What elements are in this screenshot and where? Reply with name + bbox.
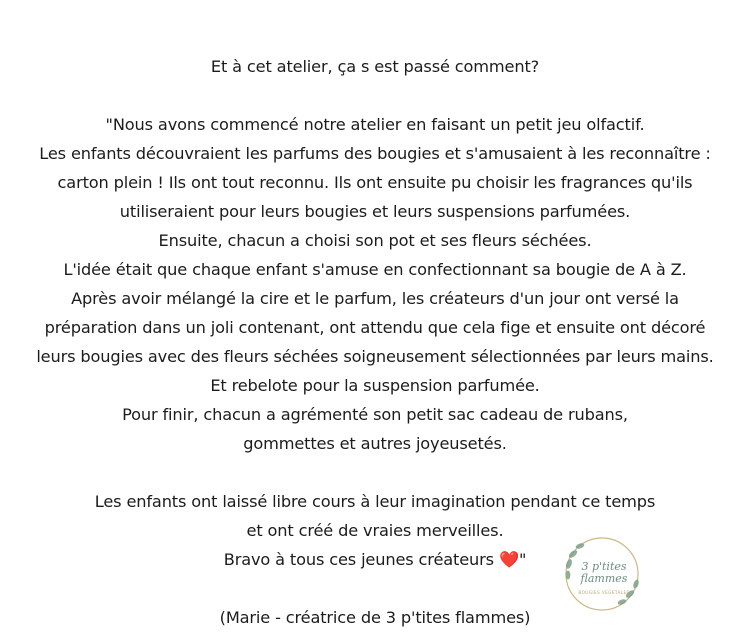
paragraph-line: "Nous avons commencé notre atelier en faisant un petit jeu olfactif. — [105, 115, 645, 134]
spacer — [0, 458, 750, 487]
logo-line-1: 3 p'tites — [581, 560, 627, 573]
signature: (Marie - créatrice de 3 p'tites flammes) — [219, 608, 531, 627]
brand-logo — [560, 532, 644, 616]
closing-quote: " — [518, 550, 527, 569]
paragraph-line: Et rebelote pour la suspension parfumée. — [210, 376, 540, 395]
paragraph-1 — [0, 110, 750, 458]
closing-text: Bravo à tous ces jeunes créateurs — [223, 550, 499, 569]
paragraph-line: gommettes et autres joyeusetés. — [243, 434, 507, 453]
paragraph-line: et ont créé de vraies merveilles. — [246, 521, 504, 540]
logo-line-2: flammes — [580, 572, 628, 585]
question-heading: Et à cet atelier, ça s est passé comment? — [210, 57, 540, 76]
paragraph-line: L'idée était que chaque enfant s'amuse en confectionnant sa bougie de A à Z. — [63, 260, 687, 279]
paragraph-line: Après avoir mélangé la cire et le parfum, les créateurs d'un jour ont versé la — [71, 289, 679, 308]
paragraph-line: carton plein ! Ils ont tout reconnu. Ils ont ensuite pu choisir les fragrances qu'ils — [57, 173, 693, 192]
paragraph-line: Ensuite, chacun a choisi son pot et ses fleurs séchées. — [158, 231, 592, 250]
paragraph-line: utiliseraient pour leurs bougies et leurs suspensions parfumées. — [119, 202, 631, 221]
heart-icon: ❤️ — [498, 550, 519, 569]
paragraph-line: Pour finir, chacun a agrémenté son petit sac cadeau de rubans, — [122, 405, 628, 424]
logo-tagline: BOUGIES VEGETALES — [578, 590, 630, 595]
paragraph-line: Les enfants ont laissé libre cours à leur imagination pendant ce temps — [94, 492, 656, 511]
spacer — [0, 81, 750, 110]
paragraph-line: Les enfants découvraient les parfums des bougies et s'amusaient à les reconnaître : — [39, 144, 711, 163]
paragraph-line: leurs bougies avec des fleurs séchées soigneusement sélectionnées par leurs mains. — [36, 347, 714, 366]
paragraph-line: préparation dans un joli contenant, ont attendu que cela fige et ensuite ont décoré — [44, 318, 706, 337]
